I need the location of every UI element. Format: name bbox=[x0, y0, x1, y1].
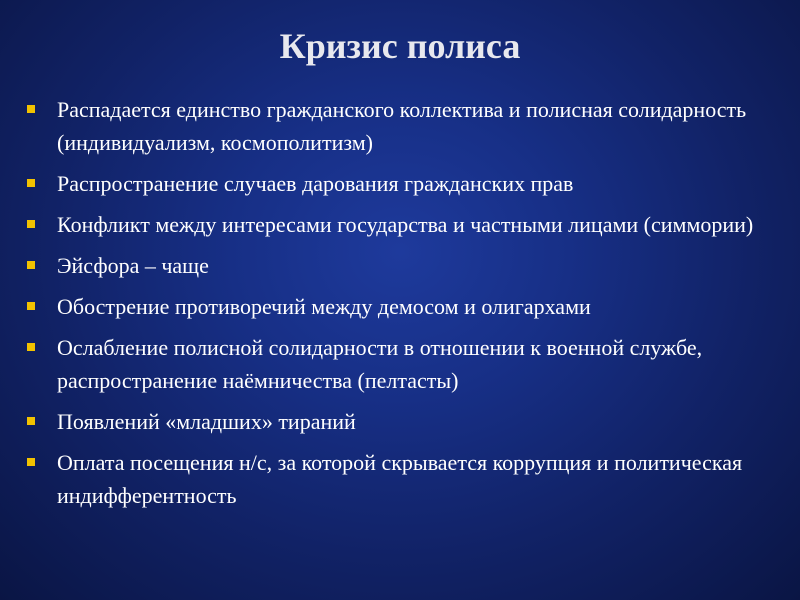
square-bullet-icon bbox=[27, 261, 35, 269]
bullet-text: Появлений «младших» тираний bbox=[57, 409, 356, 434]
bullet-text: Распадается единство гражданского коллектива и полисная солидарность (индивидуализм, космополитизм) bbox=[57, 97, 747, 155]
bullet-item bbox=[0, 446, 800, 512]
square-bullet-icon bbox=[27, 458, 35, 466]
bullet-text: Конфликт между интересами государства и частными лицами (симмории) bbox=[57, 212, 754, 237]
square-bullet-icon bbox=[27, 343, 35, 351]
bullet-item bbox=[0, 405, 800, 438]
square-bullet-icon bbox=[27, 220, 35, 228]
square-bullet-icon bbox=[27, 105, 35, 113]
bullet-item bbox=[0, 93, 800, 159]
bullet-text: Ослабление полисной солидарности в отношении к военной службе, распространение наёмничества (пелтасты) bbox=[57, 335, 703, 393]
bullet-list bbox=[0, 93, 800, 520]
bullet-item bbox=[0, 208, 800, 241]
bullet-text: Эйсфора – чаще bbox=[57, 253, 209, 278]
bullet-text: Оплата посещения н/с, за которой скрывается коррупция и политическая индифферентность bbox=[57, 450, 743, 508]
bullet-item bbox=[0, 249, 800, 282]
slide-title: Кризис полиса bbox=[279, 26, 521, 66]
square-bullet-icon bbox=[27, 417, 35, 425]
bullet-item bbox=[0, 331, 800, 397]
bullet-text: Обострение противоречий между демосом и олигархами bbox=[57, 294, 591, 319]
square-bullet-icon bbox=[27, 179, 35, 187]
bullet-text: Распространение случаев дарования гражданских прав bbox=[57, 171, 574, 196]
bullet-item bbox=[0, 167, 800, 200]
square-bullet-icon bbox=[27, 302, 35, 310]
bullet-item bbox=[0, 290, 800, 323]
